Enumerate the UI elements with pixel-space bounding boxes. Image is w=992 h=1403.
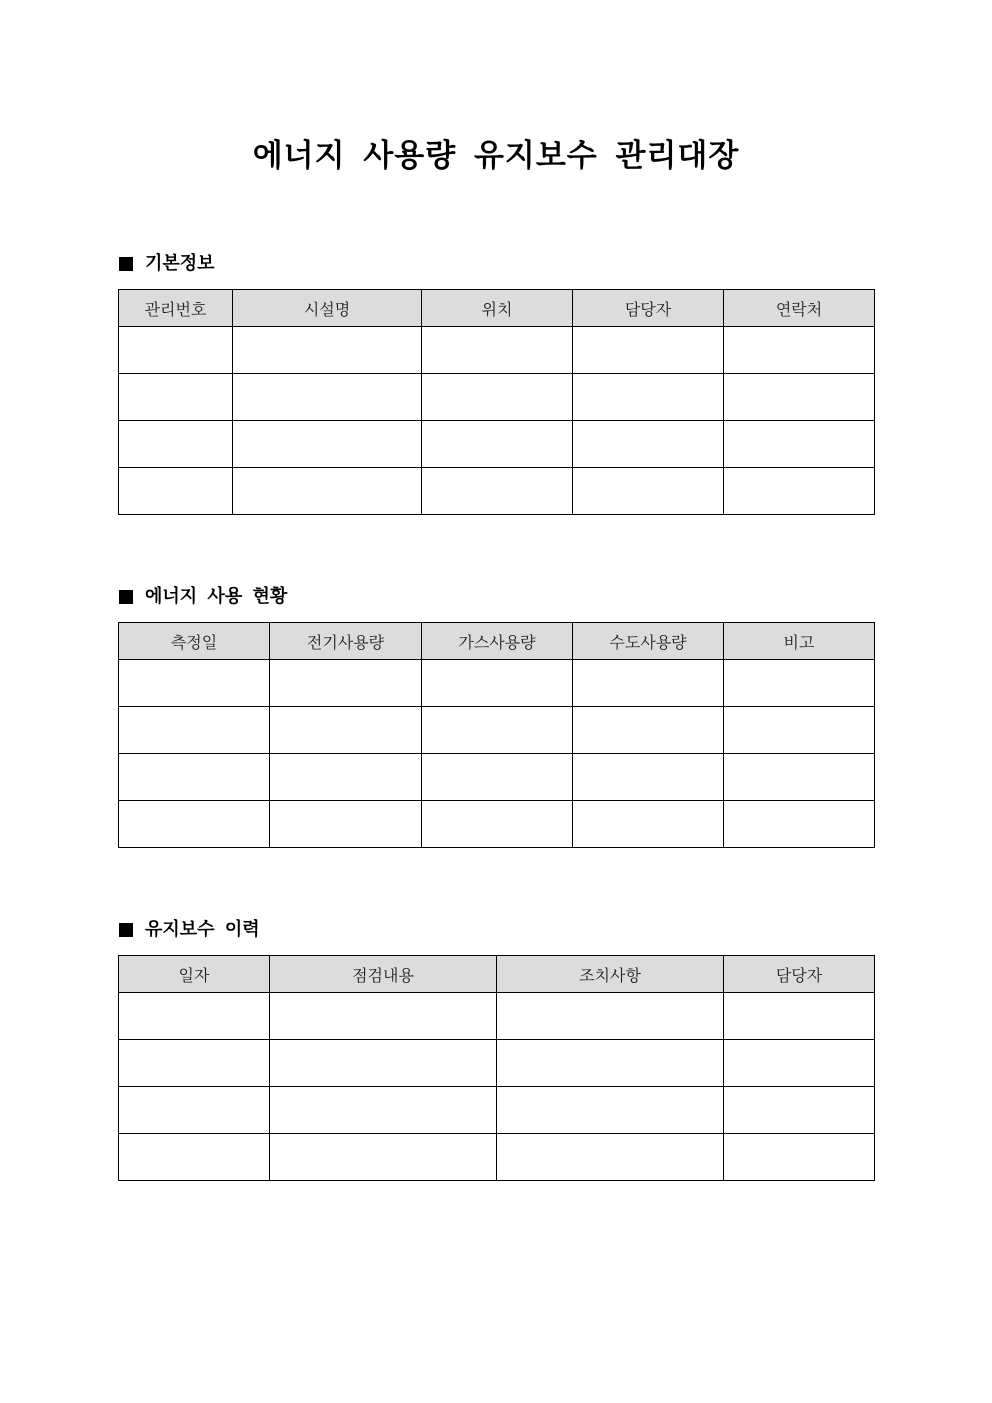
section-heading-label: 유지보수 이력 <box>145 919 260 940</box>
table-cell[interactable] <box>119 1134 270 1181</box>
table-cell[interactable] <box>497 1040 724 1087</box>
table-cell[interactable] <box>119 801 270 848</box>
column-header-location: 위치 <box>422 290 573 327</box>
table-row <box>119 1040 875 1087</box>
table-header-row <box>119 623 875 660</box>
column-header-contact: 연락처 <box>724 290 875 327</box>
column-header-water-usage: 수도사용량 <box>573 623 724 660</box>
table-cell[interactable] <box>119 660 270 707</box>
column-header-measurement-date: 측정일 <box>119 623 270 660</box>
column-header-electricity-usage: 전기사용량 <box>270 623 422 660</box>
table-cell[interactable] <box>233 374 422 421</box>
table-cell[interactable] <box>724 374 875 421</box>
table-cell[interactable] <box>270 707 422 754</box>
table-cell[interactable] <box>422 754 573 801</box>
table-row <box>119 327 875 374</box>
table-header-row <box>119 956 875 993</box>
table-cell[interactable] <box>422 374 573 421</box>
table-row <box>119 374 875 421</box>
table-row <box>119 468 875 515</box>
table-row <box>119 1134 875 1181</box>
table-row <box>119 801 875 848</box>
table-cell[interactable] <box>573 754 724 801</box>
section-heading-energy-usage <box>118 585 287 609</box>
table-header-row <box>119 290 875 327</box>
document-title: 에너지 사용량 유지보수 관리대장 <box>252 138 740 174</box>
table-cell[interactable] <box>724 421 875 468</box>
column-header-date: 일자 <box>119 956 270 993</box>
maintenance-history-table <box>118 955 875 1181</box>
table-cell[interactable] <box>270 993 497 1040</box>
table-cell[interactable] <box>724 993 875 1040</box>
column-header-inspection-details: 점검내용 <box>270 956 497 993</box>
table-row <box>119 754 875 801</box>
table-cell[interactable] <box>119 993 270 1040</box>
table-cell[interactable] <box>119 421 233 468</box>
black-square-icon <box>119 923 133 937</box>
section-heading-maintenance-history <box>118 918 260 942</box>
table-cell[interactable] <box>724 327 875 374</box>
table-cell[interactable] <box>497 1087 724 1134</box>
table-cell[interactable] <box>724 660 875 707</box>
table-cell[interactable] <box>573 327 724 374</box>
table-cell[interactable] <box>422 421 573 468</box>
table-cell[interactable] <box>422 801 573 848</box>
table-cell[interactable] <box>573 468 724 515</box>
table-cell[interactable] <box>724 801 875 848</box>
table-row <box>119 1087 875 1134</box>
column-header-management-number: 관리번호 <box>119 290 233 327</box>
table-cell[interactable] <box>573 421 724 468</box>
section-heading-label: 에너지 사용 현황 <box>145 586 288 607</box>
table-row <box>119 707 875 754</box>
table-row <box>119 660 875 707</box>
table-cell[interactable] <box>119 327 233 374</box>
table-cell[interactable] <box>270 754 422 801</box>
table-cell[interactable] <box>119 707 270 754</box>
table-cell[interactable] <box>573 374 724 421</box>
column-header-person-in-charge: 담당자 <box>573 290 724 327</box>
table-cell[interactable] <box>573 707 724 754</box>
column-header-remarks: 비고 <box>724 623 875 660</box>
energy-usage-table <box>118 622 875 848</box>
column-header-gas-usage: 가스사용량 <box>422 623 573 660</box>
table-cell[interactable] <box>724 707 875 754</box>
basic-info-table <box>118 289 875 515</box>
table-cell[interactable] <box>422 327 573 374</box>
table-cell[interactable] <box>724 754 875 801</box>
table-cell[interactable] <box>233 468 422 515</box>
table-cell[interactable] <box>422 707 573 754</box>
table-cell[interactable] <box>422 468 573 515</box>
column-header-facility-name: 시설명 <box>233 290 422 327</box>
table-cell[interactable] <box>233 327 422 374</box>
table-cell[interactable] <box>270 1087 497 1134</box>
table-cell[interactable] <box>119 468 233 515</box>
table-cell[interactable] <box>119 374 233 421</box>
table-cell[interactable] <box>270 660 422 707</box>
table-cell[interactable] <box>573 660 724 707</box>
table-cell[interactable] <box>573 801 724 848</box>
column-header-actions-taken: 조치사항 <box>497 956 724 993</box>
table-row <box>119 421 875 468</box>
black-square-icon <box>119 590 133 604</box>
table-cell[interactable] <box>724 1134 875 1181</box>
table-cell[interactable] <box>497 1134 724 1181</box>
table-cell[interactable] <box>119 754 270 801</box>
table-cell[interactable] <box>497 993 724 1040</box>
section-heading-label: 기본정보 <box>145 253 215 274</box>
table-cell[interactable] <box>724 1087 875 1134</box>
table-cell[interactable] <box>724 1040 875 1087</box>
table-cell[interactable] <box>270 801 422 848</box>
table-cell[interactable] <box>119 1087 270 1134</box>
table-cell[interactable] <box>270 1040 497 1087</box>
table-cell[interactable] <box>119 1040 270 1087</box>
black-square-icon <box>119 257 133 271</box>
column-header-person-in-charge: 담당자 <box>724 956 875 993</box>
table-cell[interactable] <box>233 421 422 468</box>
table-cell[interactable] <box>422 660 573 707</box>
section-heading-basic-info <box>118 252 215 276</box>
table-cell[interactable] <box>270 1134 497 1181</box>
table-cell[interactable] <box>724 468 875 515</box>
table-row <box>119 993 875 1040</box>
